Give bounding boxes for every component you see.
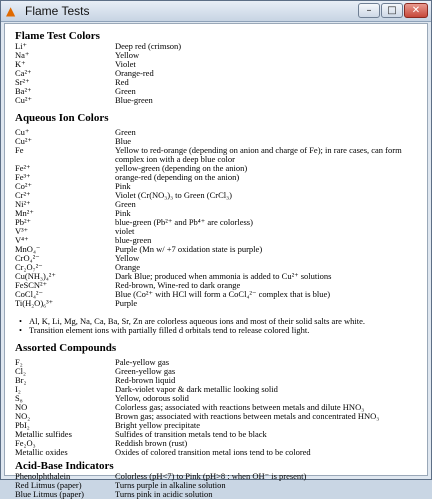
close-button[interactable]: ✕ (404, 3, 428, 18)
compound-color: Sulfides of transition metals tend to be black (115, 429, 267, 439)
compound-color: Reddish brown (rust) (115, 438, 188, 448)
compound-name: NO (15, 402, 28, 412)
compound-name: F₂ (15, 357, 23, 367)
compound-name: Cl₂ (15, 366, 26, 376)
compound-name: PbI₂ (15, 420, 30, 430)
compound-name: NO₂ (15, 411, 31, 421)
ion-symbol: Sr²⁺ (15, 77, 30, 87)
compound-color: Dark-violet vapor & dark metallic looking solid (115, 384, 278, 394)
ion-symbol: Mn²⁺ (15, 208, 34, 218)
ion-symbol: Pb²⁺ (15, 217, 32, 227)
compound-name: Fe₂O₃ (15, 438, 36, 448)
ion-symbol: Cu⁺ (15, 127, 30, 137)
ion-color: Yellow (115, 50, 140, 60)
ion-symbol: Fe (15, 145, 24, 155)
section-title-compounds: Assorted Compounds (15, 342, 117, 354)
section-title-acidbase: Acid-Base Indicators (15, 460, 114, 472)
ion-color: Orange (115, 262, 141, 272)
ion-symbol: CoCl₄²⁻ (15, 289, 43, 299)
indicator-name: Blue Litmus (paper) (15, 489, 84, 499)
ion-symbol: Cu²⁺ (15, 95, 32, 105)
ion-color: Green (115, 127, 136, 137)
ion-symbol: FeSCN²⁺ (15, 280, 48, 290)
bullet-icon: • (19, 325, 22, 335)
compound-color: Green-yellow gas (115, 366, 176, 376)
ion-symbol: Fe³⁺ (15, 172, 31, 182)
ion-color: Deep red (crimson) (115, 41, 182, 51)
ion-color: blue-green (115, 235, 152, 245)
ion-color: Purple (Mn w/ +7 oxidation state is purple) (115, 244, 263, 254)
flame-icon: ▲ (6, 4, 16, 18)
minimize-button[interactable]: – (358, 3, 380, 18)
section-title-flame: Flame Test Colors (15, 30, 100, 42)
ion-color: Purple (115, 298, 138, 308)
bullet-icon: • (19, 316, 22, 326)
ion-color: Red (115, 77, 129, 87)
maximize-button[interactable]: □ (381, 3, 403, 18)
ion-color: Violet (115, 59, 136, 69)
compound-name: Metallic oxides (15, 447, 68, 457)
ion-color: Orange-red (115, 68, 154, 78)
ion-color: violet (115, 226, 135, 236)
ion-symbol: Cr₂O₇²⁻ (15, 262, 43, 272)
window-title: Flame Tests (25, 4, 90, 18)
compound-name: I₂ (15, 384, 21, 394)
compound-color: Bright yellow precipitate (115, 420, 200, 430)
compound-color: Pale-yellow gas (115, 357, 170, 367)
indicator-color: Turns purple in alkaline solution (115, 480, 226, 490)
section-title-aqueous: Aqueous Ion Colors (15, 112, 109, 124)
ion-symbol: Ni²⁺ (15, 199, 31, 209)
list-item (19, 325, 310, 335)
title-bar[interactable] (1, 1, 431, 22)
ion-symbol: Co²⁺ (15, 181, 32, 191)
ion-symbol: Ti(H₂O)₆³⁺ (15, 298, 54, 308)
compound-name: Br₂ (15, 375, 27, 385)
ion-color: Pink (115, 208, 131, 218)
ion-symbol: MnO₄⁻ (15, 244, 41, 254)
ion-color: Yellow (115, 253, 140, 263)
ion-color: Violet (Cr(NO₃)₃ to Green (CrCl₃) (115, 190, 232, 200)
compound-color: Yellow, odorous solid (115, 393, 189, 403)
ion-symbol: Cu²⁺ (15, 136, 32, 146)
document-view[interactable] (4, 23, 428, 499)
ion-symbol: Li⁺ (15, 41, 28, 51)
ion-symbol: Cu(NH₃)₄²⁺ (15, 271, 56, 281)
compound-color: Brown gas; associated with reactions between metals and concentrated HNO₃ (115, 411, 380, 421)
ion-symbol: V³⁺ (15, 226, 29, 236)
ion-symbol: Ba²⁺ (15, 86, 32, 96)
indicator-color: Turns pink in acidic solution (115, 489, 213, 499)
ion-color: Blue-green (115, 95, 153, 105)
ion-symbol: Fe²⁺ (15, 163, 31, 173)
compound-color: Oxides of colored transition metal ions tend to be colored (115, 447, 311, 457)
ion-color: Green (115, 199, 136, 209)
ion-color: Blue (Co²⁺ with HCl will form a CoCl₄²⁻ complex that is blue) (115, 289, 331, 299)
ion-symbol: CrO₄²⁻ (15, 253, 40, 263)
indicator-name: Phenolphthalein (15, 471, 71, 481)
note-text: Al, K, Li, Mg, Na, Ca, Ba, Sr, Zn are colorless aqueous ions and most of their solid salts are white. (29, 316, 366, 326)
ion-color: Red-brown, Wine-red to dark orange (115, 280, 241, 290)
compound-name: S₈ (15, 393, 23, 403)
compound-color: Colorless gas; associated with reactions between metals and dilute HNO₃ (115, 402, 365, 412)
ion-color: blue-green (Pb²⁺ and Pb⁴⁺ are colorless) (115, 217, 253, 227)
indicator-color: Colorless (pH<7) to Pink (pH>8 : when OH⁻ is present) (115, 471, 307, 481)
compound-name: Metallic sulfides (15, 429, 72, 439)
ion-color: Yellow to red-orange (depending on anion and charge of Fe); in rare cases, can form complex ion with a deep blue color (115, 145, 402, 164)
ion-color: Pink (115, 181, 131, 191)
indicator-name: Red Litmus (paper) (15, 480, 82, 490)
ion-symbol: Cr²⁺ (15, 190, 31, 200)
ion-color: Blue (115, 136, 132, 146)
ion-symbol: Na⁺ (15, 50, 30, 60)
ion-color: Green (115, 86, 136, 96)
note-text: Transition element ions with partially filled d orbitals tend to release colored light. (29, 325, 310, 335)
ion-symbol: V⁴⁺ (15, 235, 29, 245)
compound-color: Red-brown liquid (115, 375, 176, 385)
ion-symbol: K⁺ (15, 59, 26, 69)
ion-color: yellow-green (depending on the anion) (115, 163, 248, 173)
ion-symbol: Ca²⁺ (15, 68, 32, 78)
ion-color: orange-red (depending on the anion) (115, 172, 240, 182)
ion-color: Dark Blue; produced when ammonia is added to Cu²⁺ solutions (115, 271, 332, 281)
